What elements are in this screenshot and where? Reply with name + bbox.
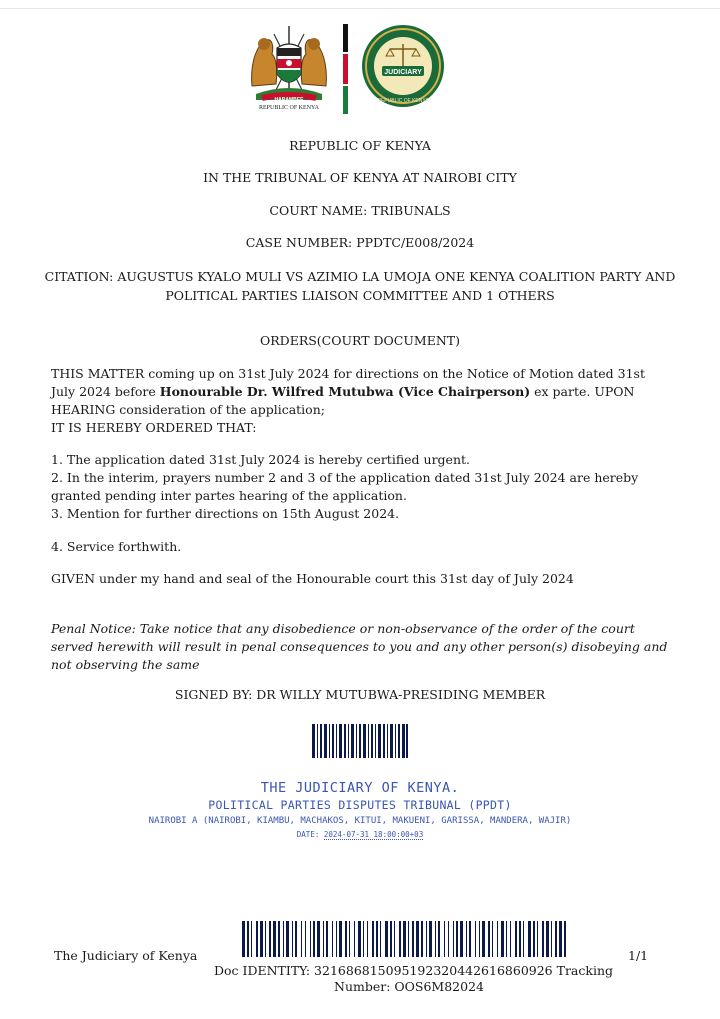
kenya-flag-bar <box>343 24 348 114</box>
header-logos <box>0 20 720 120</box>
citation-line-1: CITATION: AUGUSTUS KYALO MULI VS AZIMIO LA UMOJA ONE KENYA COALITION PARTY AND <box>44 269 676 284</box>
case-number: CASE NUMBER: PPDTC/E008/2024 <box>245 235 475 250</box>
doc-identity: Doc IDENTITY: 3216868150951923204426168609​26 Tracking <box>214 963 613 978</box>
page-number: 1/1 <box>628 948 649 963</box>
judiciary-seal-icon <box>360 22 446 110</box>
court-name: COURT NAME: TRIBUNALS <box>269 203 451 218</box>
stamp-date-label: DATE: <box>296 830 324 839</box>
ordered-heading: IT IS HEREBY ORDERED THAT: <box>51 420 257 435</box>
stamp-date-value: 2024-07-31 18:00:00+03 <box>323 830 424 839</box>
coat-banner-text: HARAMBEE <box>274 97 304 103</box>
top-divider <box>0 8 720 9</box>
penal-notice: Penal Notice: Take notice that any disobedience or non-observance of the order of the court served herewith will result in penal consequences to you and any other person(s) disobeying and not observing the same <box>51 621 668 672</box>
intro-paragraph <box>51 365 671 419</box>
order-3: 3. Mention for further directions on 15th August 2024. <box>51 506 400 521</box>
intro-text-pre: THIS MATTER coming up on 31st July 2024 for directions on the Notice of Motion dated 31st July 2024 before <box>51 366 645 399</box>
document-type: ORDERS(COURT DOCUMENT) <box>260 333 460 348</box>
intro-text-post: ex parte. UPON HEARING consideration of the application; <box>51 384 635 417</box>
stamp-date <box>0 830 720 839</box>
citation <box>0 267 720 305</box>
stamp-judiciary: THE JUDICIARY OF KENYA. <box>260 780 460 796</box>
stamp-station: NAIROBI A (NAIROBI, KIAMBU, MACHAKOS, KITUI, MAKUENI, GARISSA, MANDERA, WAJIR) <box>148 816 572 826</box>
tracking-number: Number: OOS6M82024 <box>334 979 484 994</box>
republic-heading: REPUBLIC OF KENYA <box>289 138 431 153</box>
order-4: 4. Service forthwith. <box>51 539 182 554</box>
given-statement: GIVEN under my hand and seal of the Honourable court this 31st day of July 2024 <box>51 571 574 586</box>
seal-title: JUDICIARY <box>384 69 422 76</box>
tribunal-heading: IN THE TRIBUNAL OF KENYA AT NAIROBI CITY <box>203 170 517 185</box>
seal-caption: REPUBLIC OF KENYA <box>377 98 429 104</box>
order-1: 1. The application dated 31st July 2024 is hereby certified urgent. <box>51 452 471 467</box>
citation-line-2: POLITICAL PARTIES LIAISON COMMITTEE AND 1 OTHERS <box>165 288 555 303</box>
coat-caption: REPUBLIC OF KENYA <box>258 105 319 111</box>
barcode-icon <box>312 724 408 758</box>
signed-by: SIGNED BY: DR WILLY MUTUBWA-PRESIDING MEMBER <box>174 687 546 702</box>
order-2: 2. In the interim, prayers number 2 and 3 of the application dated 31st July 2024 are hereby granted pending inter partes hearing of the application. <box>51 470 639 503</box>
presiding-officer: Honourable Dr. Wilfred Mutubwa (Vice Chairperson) <box>159 384 531 399</box>
footer-barcode-icon <box>242 921 568 957</box>
footer-left: The Judiciary of Kenya <box>54 948 198 963</box>
coat-of-arms-icon <box>244 24 334 116</box>
stamp-tribunal: POLITICAL PARTIES DISPUTES TRIBUNAL (PPDT) <box>208 798 512 812</box>
